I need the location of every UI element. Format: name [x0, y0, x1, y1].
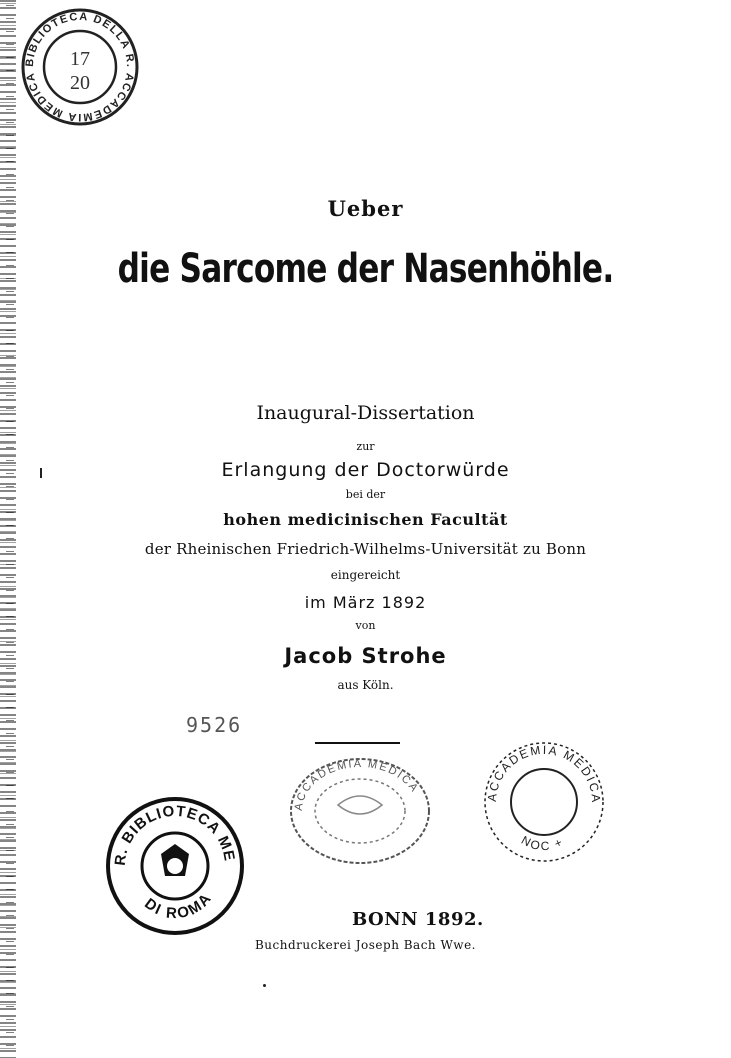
- svg-text:NOC +: [519, 833, 566, 853]
- page-title: die Sarcome der Nasenhöhle.: [117, 246, 614, 292]
- bei-der-text: bei der: [345, 488, 386, 501]
- von-text: von: [355, 619, 376, 632]
- pre-title: Ueber: [327, 196, 404, 221]
- stamp-right-bottom-text: NOC +: [518, 833, 567, 854]
- ink-speck: [263, 984, 266, 987]
- handwritten-mark: 9526: [186, 713, 243, 737]
- stamp-top-left-ring-text: BIBLIOTECA DELLA R. ACCADEMIA MEDICA: [23, 10, 137, 124]
- origin-text: aus Köln.: [337, 678, 394, 692]
- stamp-bottom-left-top-text: R. BIBLIOTECA MEDICA: [99, 783, 238, 867]
- svg-text:ACCADEMIA MEDICA: [293, 758, 421, 812]
- svg-text:ACCADEMIA MEDICA: [485, 743, 603, 805]
- stamp-right-top-text: ACCADEMIA MEDICA: [484, 742, 604, 805]
- faculty-text: hohen medicinischen Facultät: [223, 510, 508, 529]
- university-text: der Rheinischen Friedrich-Wilhelms-Universität zu Bonn: [144, 540, 587, 558]
- library-stamp-bottom-left: [99, 783, 245, 936]
- date-text: im März 1892: [304, 593, 427, 612]
- stamp-middle-text: ACCADEMIA MEDICA: [292, 757, 421, 812]
- author-name: Jacob Strohe: [284, 644, 447, 668]
- stamp-number-2: 20: [70, 72, 90, 94]
- erlangung-text: Erlangung der Doctorwürde: [221, 459, 510, 481]
- dissertation-label: Inaugural-Dissertation: [256, 402, 475, 424]
- submitted-text: eingereicht: [330, 568, 401, 582]
- page-edge-speckle: [6, 0, 14, 1058]
- library-stamp-middle: [288, 755, 432, 867]
- divider-rule: [315, 742, 400, 744]
- library-stamp-right: [482, 740, 606, 864]
- stamp-number-1: 17: [70, 48, 90, 70]
- zur-text: zur: [356, 440, 375, 453]
- place-year: BONN 1892.: [352, 909, 484, 930]
- printer-text: Buchdruckerei Joseph Bach Wwe.: [254, 938, 476, 952]
- stamp-bottom-left-bottom-text: DI ROMA: [141, 889, 216, 923]
- library-stamp-top-left: [20, 7, 140, 127]
